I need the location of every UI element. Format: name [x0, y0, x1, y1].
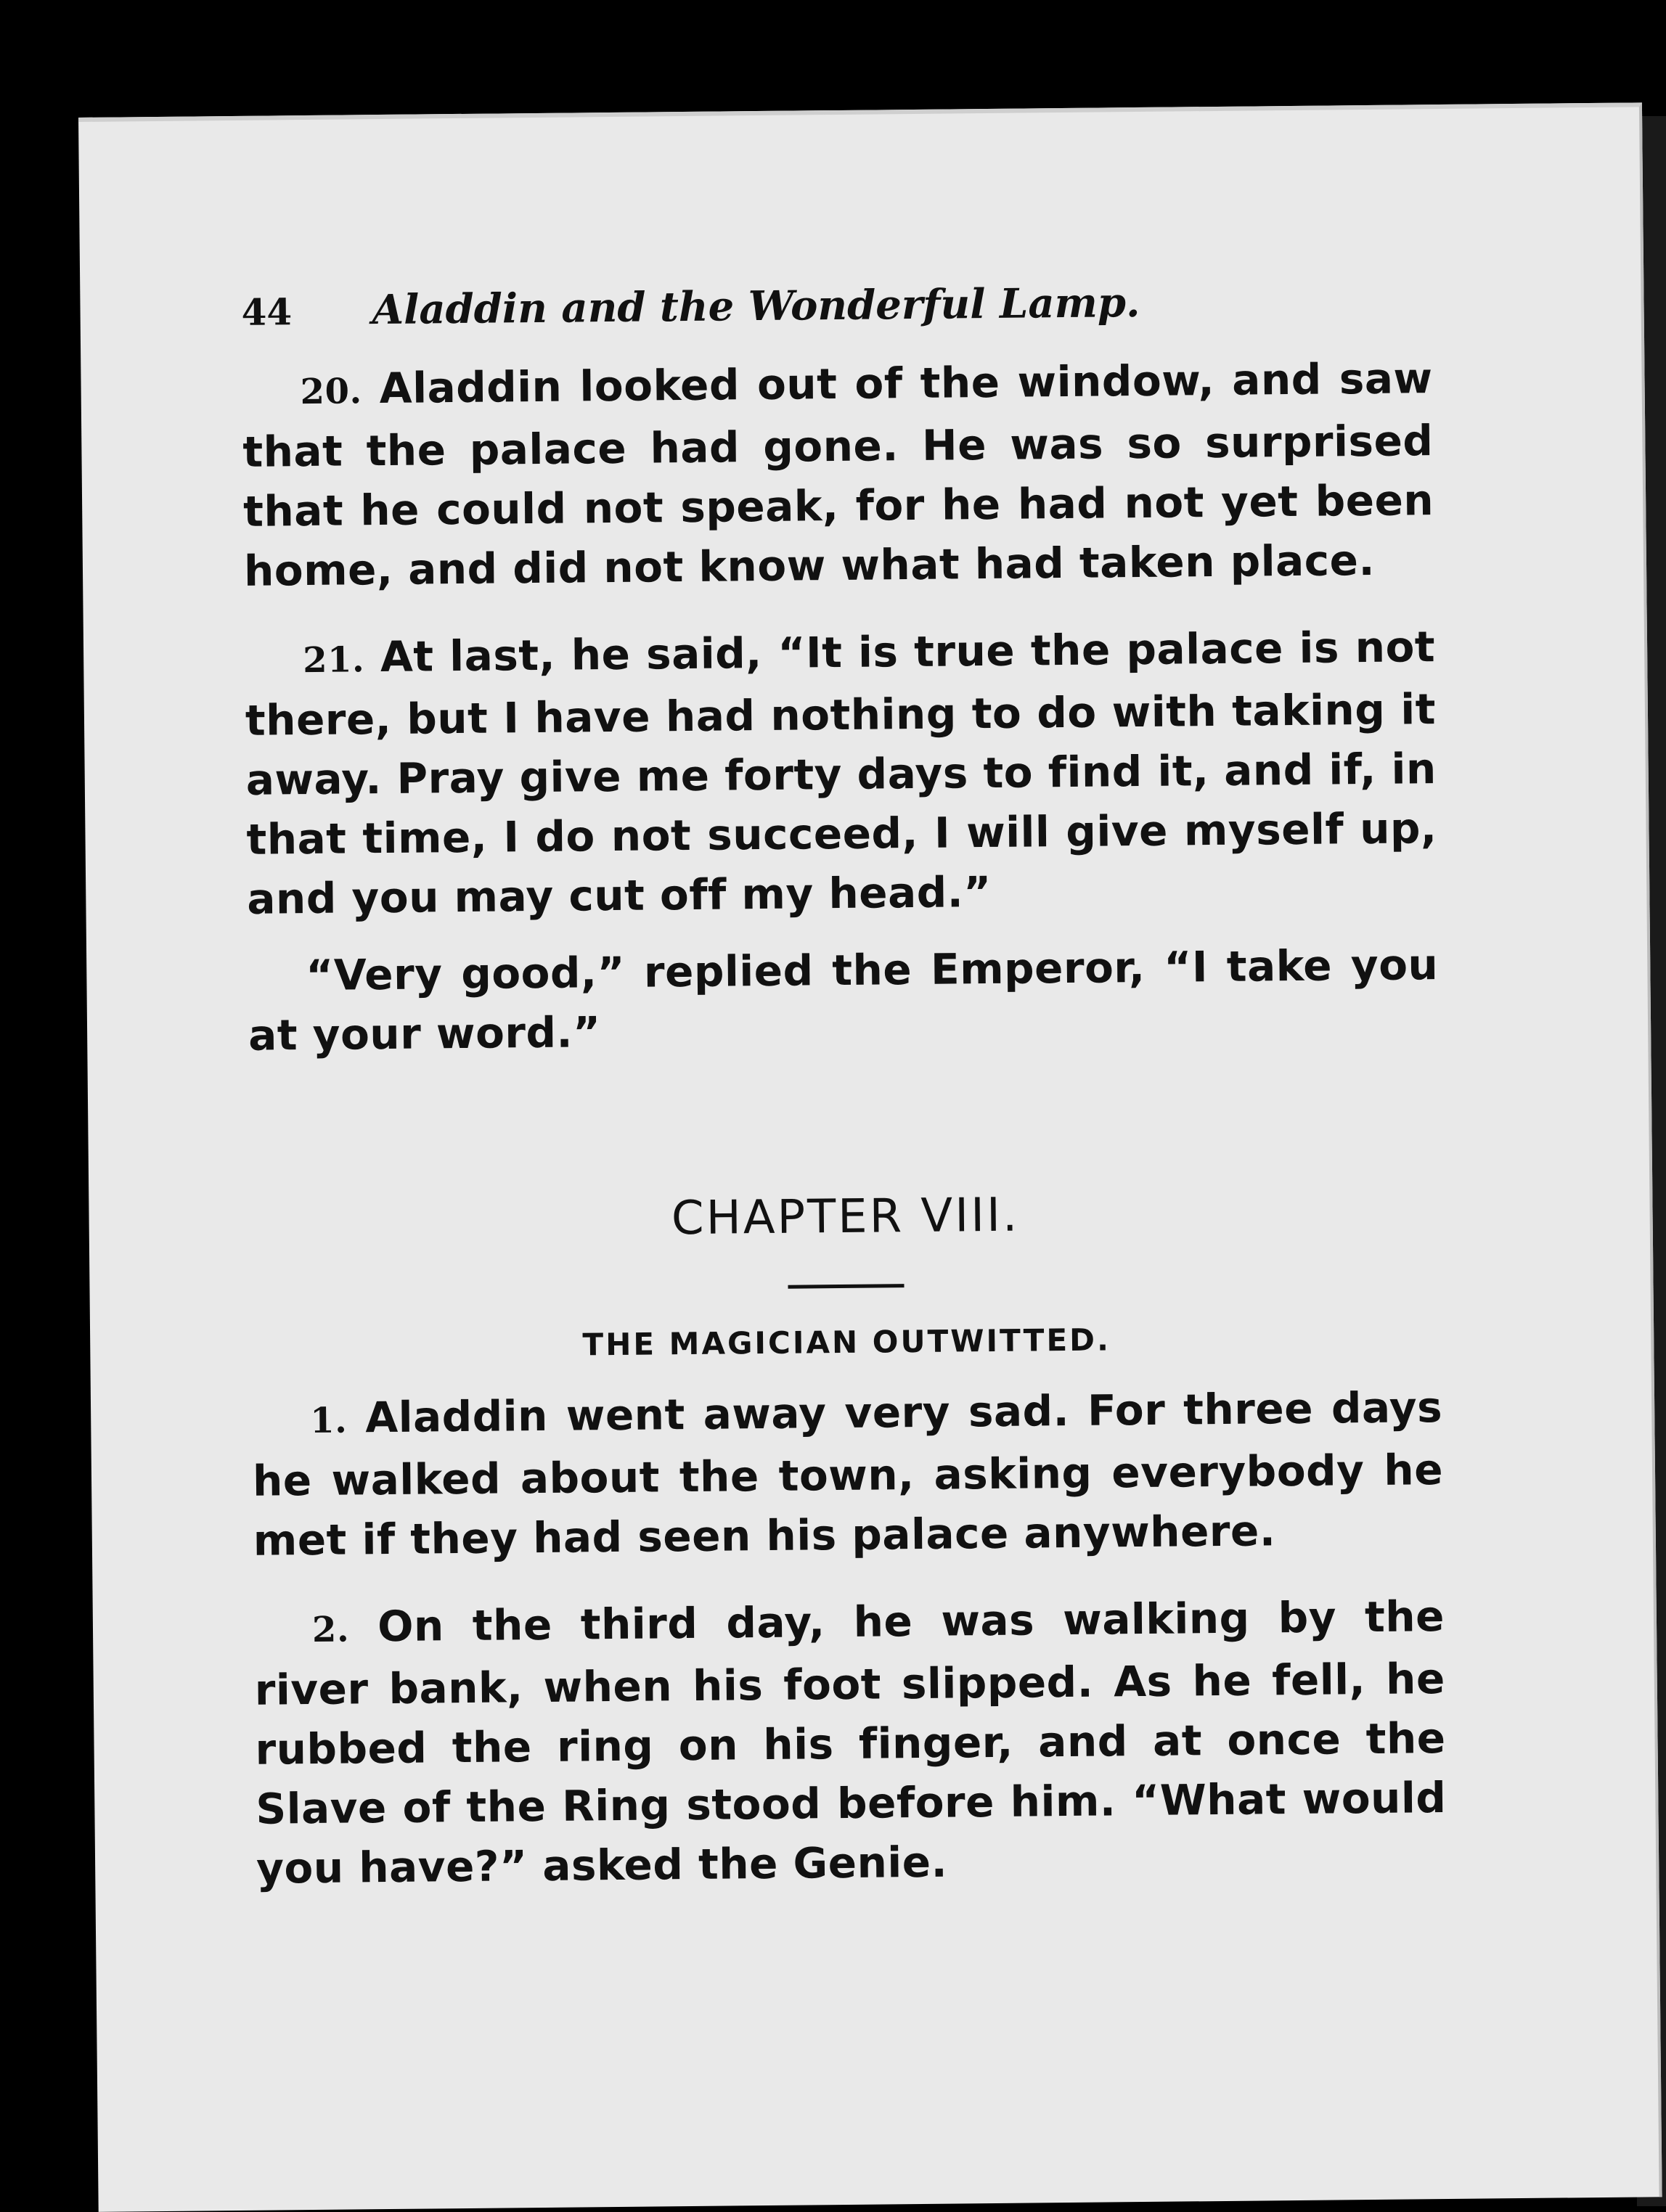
paragraph-text: At last, he said, “It is true the palace is not there, but I have had nothing to do with taking it away. Pray give me forty days to find it, and if, in that time, I do not succeed, I will give myself up, and you may cut off my head.”: [245, 622, 1437, 924]
paragraph-text: Aladdin looked out of the window, and saw that the palace had gone. He was so surprised that he could not speak, for he had not yet been home, and did not know what had taken place.: [242, 353, 1434, 596]
paragraph-1: [252, 1377, 1444, 1570]
paragraph-21: [245, 617, 1438, 929]
book-page: [78, 102, 1662, 2212]
chapter-divider: [788, 1284, 904, 1289]
paragraph-number: 1.: [309, 1400, 348, 1442]
running-head: [241, 276, 1432, 345]
chapter-title: THE MAGICIAN OUTWITTED.: [582, 1322, 1111, 1363]
running-title: Aladdin and the Wonderful Lamp.: [372, 278, 1140, 335]
paragraph-text: On the third day, he was walking by the river bank, when his foot slipped. As he fell, he rubbed the ring on his finger, and at once the Slave of the Ring stood before him. “What would you have?” asked the Genie.: [254, 1592, 1447, 1893]
paragraph-20: [242, 348, 1434, 601]
paragraph-emperor-reply: [248, 935, 1439, 1065]
paragraph-number: 21.: [302, 639, 365, 681]
paragraph-text: “Very good,” replied the Emperor, “I take you at your word.”: [248, 940, 1439, 1060]
paragraph-number: 2.: [311, 1609, 350, 1651]
page-content: [241, 276, 1447, 1898]
page-number: 44: [241, 290, 293, 334]
paragraph-number: 20.: [300, 371, 362, 413]
paragraph-text: Aladdin went away very sad. For three days he walked about the town, asking everybody he met if they had seen his palace anywhere.: [252, 1382, 1444, 1565]
paragraph-2: [254, 1586, 1447, 1898]
chapter-heading: CHAPTER VIII.: [671, 1188, 1020, 1246]
